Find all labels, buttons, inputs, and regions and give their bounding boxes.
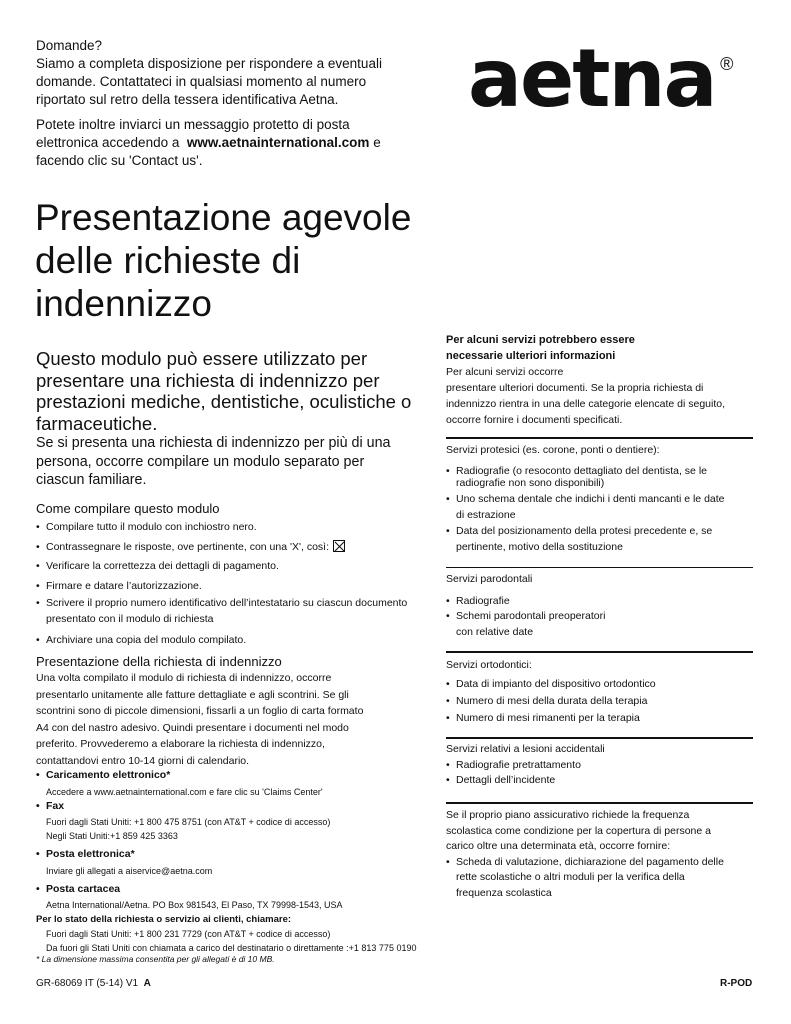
orthodontic-list	[446, 676, 756, 727]
fax-method-label: • Fax	[36, 799, 65, 812]
aetna-website-link[interactable]: www.aetnainternational.com	[186, 135, 370, 150]
upload-method-text: Accedere a www.aetnainternational.com e fare clic su 'Claims Center'	[46, 786, 323, 797]
additional-info-line: presentare ulteriori documenti. Se la propria richiesta di	[446, 382, 704, 394]
prosthetic-title: Servizi protesici (es. corone, ponti o dentiere):	[446, 444, 660, 456]
school-line: scolastica come condizione per la copertura di persone a	[446, 824, 711, 837]
contact-message-line: elettronica accedendo a www.aetnainternational.com e	[36, 135, 381, 150]
fax-line: Negli Stati Uniti:+1 859 425 3363	[46, 831, 178, 841]
list-item: • Scheda di valutazione, dichiarazione del pagamento delle rette scolastiche o altri moduli per la verifica della frequenza scolastica	[446, 855, 756, 902]
section-divider	[446, 651, 753, 653]
section-divider	[446, 437, 753, 439]
howto-heading: Come compilare questo modulo	[36, 501, 220, 516]
periodontal-title: Servizi parodontali	[446, 573, 533, 585]
list-item: • Data del posizionamento della protesi precedente e, se pertinente, motivo della sostituzione	[446, 523, 756, 555]
submission-methods	[36, 768, 436, 955]
contact-heading: Domande?	[36, 38, 103, 53]
prosthetic-section	[446, 443, 756, 555]
mail-method-label: • Posta cartacea	[36, 882, 121, 895]
list-item: • Compilare tutto il modulo con inchiostro nero.	[36, 520, 416, 536]
contact-message-line: Potete inoltre inviarci un messaggio protetto di posta	[36, 117, 350, 132]
form-code: GR-68069 IT (5-14) V1 A	[36, 978, 151, 989]
section-divider	[446, 737, 753, 739]
footnote: * La dimensione massima consentita per gli allegati è di 10 MB.	[36, 954, 275, 964]
upload-method-label: • Caricamento elettronico*	[36, 769, 171, 781]
list-item: • Schemi parodontali preoperatori con relative date	[446, 609, 756, 640]
additional-info-heading: necessarie ulteriori informazioni	[446, 350, 616, 362]
school-line: carico oltre una determinata età, occorre fornire:	[446, 840, 671, 852]
additional-info-heading: Per alcuni servizi potrebbero essere	[446, 334, 635, 346]
periodontal-list	[446, 594, 756, 641]
list-item: • Numero di mesi rimanenti per la terapia	[446, 710, 756, 727]
orthodontic-title: Servizi ortodontici:	[446, 659, 532, 671]
contact-message-line: facendo clic su 'Contact us'.	[36, 153, 203, 168]
page-title: Presentazione agevole delle richieste di indennizzo	[35, 197, 412, 324]
list-item: • Radiografie (o resoconto dettagliato del dentista, se le radiografie non sono disponibili)	[446, 465, 756, 489]
contact-line: domande. Contattateci in qualsiasi momento al numero	[36, 74, 367, 89]
list-item: • Archiviare una copia del modulo compilato.	[36, 633, 416, 649]
contact-block	[36, 37, 416, 170]
list-item: • Uno schema dentale che indichi i denti mancanti e le date di estrazione	[446, 491, 756, 523]
accident-title: Servizi relativi a lesioni accidentali	[446, 743, 605, 755]
aetna-logo	[468, 24, 734, 134]
prosthetic-list	[446, 465, 756, 555]
footer-right-code: R-POD	[720, 978, 753, 989]
howto-list	[36, 520, 416, 649]
intro-text: Se si presenta una richiesta di indennizzo per più di una persona, occorre compilare un modulo separato per ciascun familiare.	[36, 435, 391, 488]
fax-line: Fuori dagli Stati Uniti: +1 800 475 8751 (con AT&T + codice di accesso)	[46, 817, 331, 827]
registered-mark: ®	[720, 54, 734, 74]
periodontal-section	[446, 572, 756, 640]
list-item: • Verificare la correttezza dei dettagli di pagamento.	[36, 559, 416, 575]
list-item: • Radiografie	[446, 594, 756, 610]
form-version: A	[143, 978, 151, 989]
school-list	[446, 855, 756, 902]
status-line: Da fuori gli Stati Uniti con chiamata a carico del destinatario o direttamente :+1 813 775 0190	[46, 943, 417, 953]
list-item: • Radiografie pretrattamento	[446, 758, 756, 774]
aetna-logo-text: aetna	[468, 32, 716, 125]
status-heading: Per lo stato della richiesta o servizio ai clienti, chiamare:	[36, 914, 292, 925]
additional-info-line: occorre fornire i documenti specificati.	[446, 414, 623, 426]
orthodontic-section	[446, 657, 756, 727]
section-divider	[446, 567, 753, 568]
school-line: Se il proprio piano assicurativo richiede la frequenza	[446, 809, 690, 821]
section-divider	[446, 802, 753, 804]
email-method-text: Inviare gli allegati a aiservice@aetna.com	[46, 865, 213, 876]
x-checkbox-icon	[333, 540, 345, 552]
submit-text: Una volta compilato il modulo di richiesta di indennizzo, occorre presentarlo unitamente alle fatture dettagliate e agli scontrini. Se gli scontrini sono di piccole dimensioni, fissarli a un foglio di carta formato A4 con del nastro adesivo. Quindi presentare i documenti nel modo preferito. Provvederemo a elaborare la richiesta di indennizzo, contattandovi entro 10-14 giorni di calendario.	[36, 672, 364, 767]
list-item: • Data di impianto del dispositivo ortodontico	[446, 676, 756, 693]
list-item: • Firmare e datare l’autorizzazione.	[36, 579, 416, 595]
list-item: • Numero di mesi della durata della terapia	[446, 693, 756, 710]
additional-info-block	[446, 332, 756, 428]
school-section	[446, 808, 756, 901]
list-item: • Contrassegnare le risposte, ove pertinente, con una 'X', così:	[36, 540, 416, 556]
accident-list	[446, 758, 756, 789]
list-item: • Scrivere il proprio numero identificativo dell’intestatario su ciascun documento presentato con il modulo di richiesta	[36, 596, 416, 627]
contact-line: Siamo a completa disposizione per rispondere a eventuali	[36, 56, 382, 71]
mail-method-text: Aetna International/Aetna. PO Box 981543, El Paso, TX 79998-1543, USA	[46, 900, 343, 910]
status-line: Fuori dagli Stati Uniti: +1 800 231 7729 (con AT&T + codice di accesso)	[46, 929, 331, 939]
email-method-label: • Posta elettronica*	[36, 848, 135, 860]
additional-info-line: indennizzo rientra in una delle categorie elencate di seguito,	[446, 398, 726, 410]
subtitle: Questo modulo può essere utilizzato per presentare una richiesta di indennizzo per prestazioni mediche, dentistiche, oculistiche o farmaceutiche.	[36, 348, 412, 434]
submit-heading: Presentazione della richiesta di indennizzo	[36, 654, 282, 669]
list-item: • Dettagli dell’incidente	[446, 773, 756, 789]
contact-line: riportato sul retro della tessera identificativa Aetna.	[36, 92, 339, 107]
additional-info-line: Per alcuni servizi occorre	[446, 366, 564, 378]
accident-section	[446, 742, 756, 789]
